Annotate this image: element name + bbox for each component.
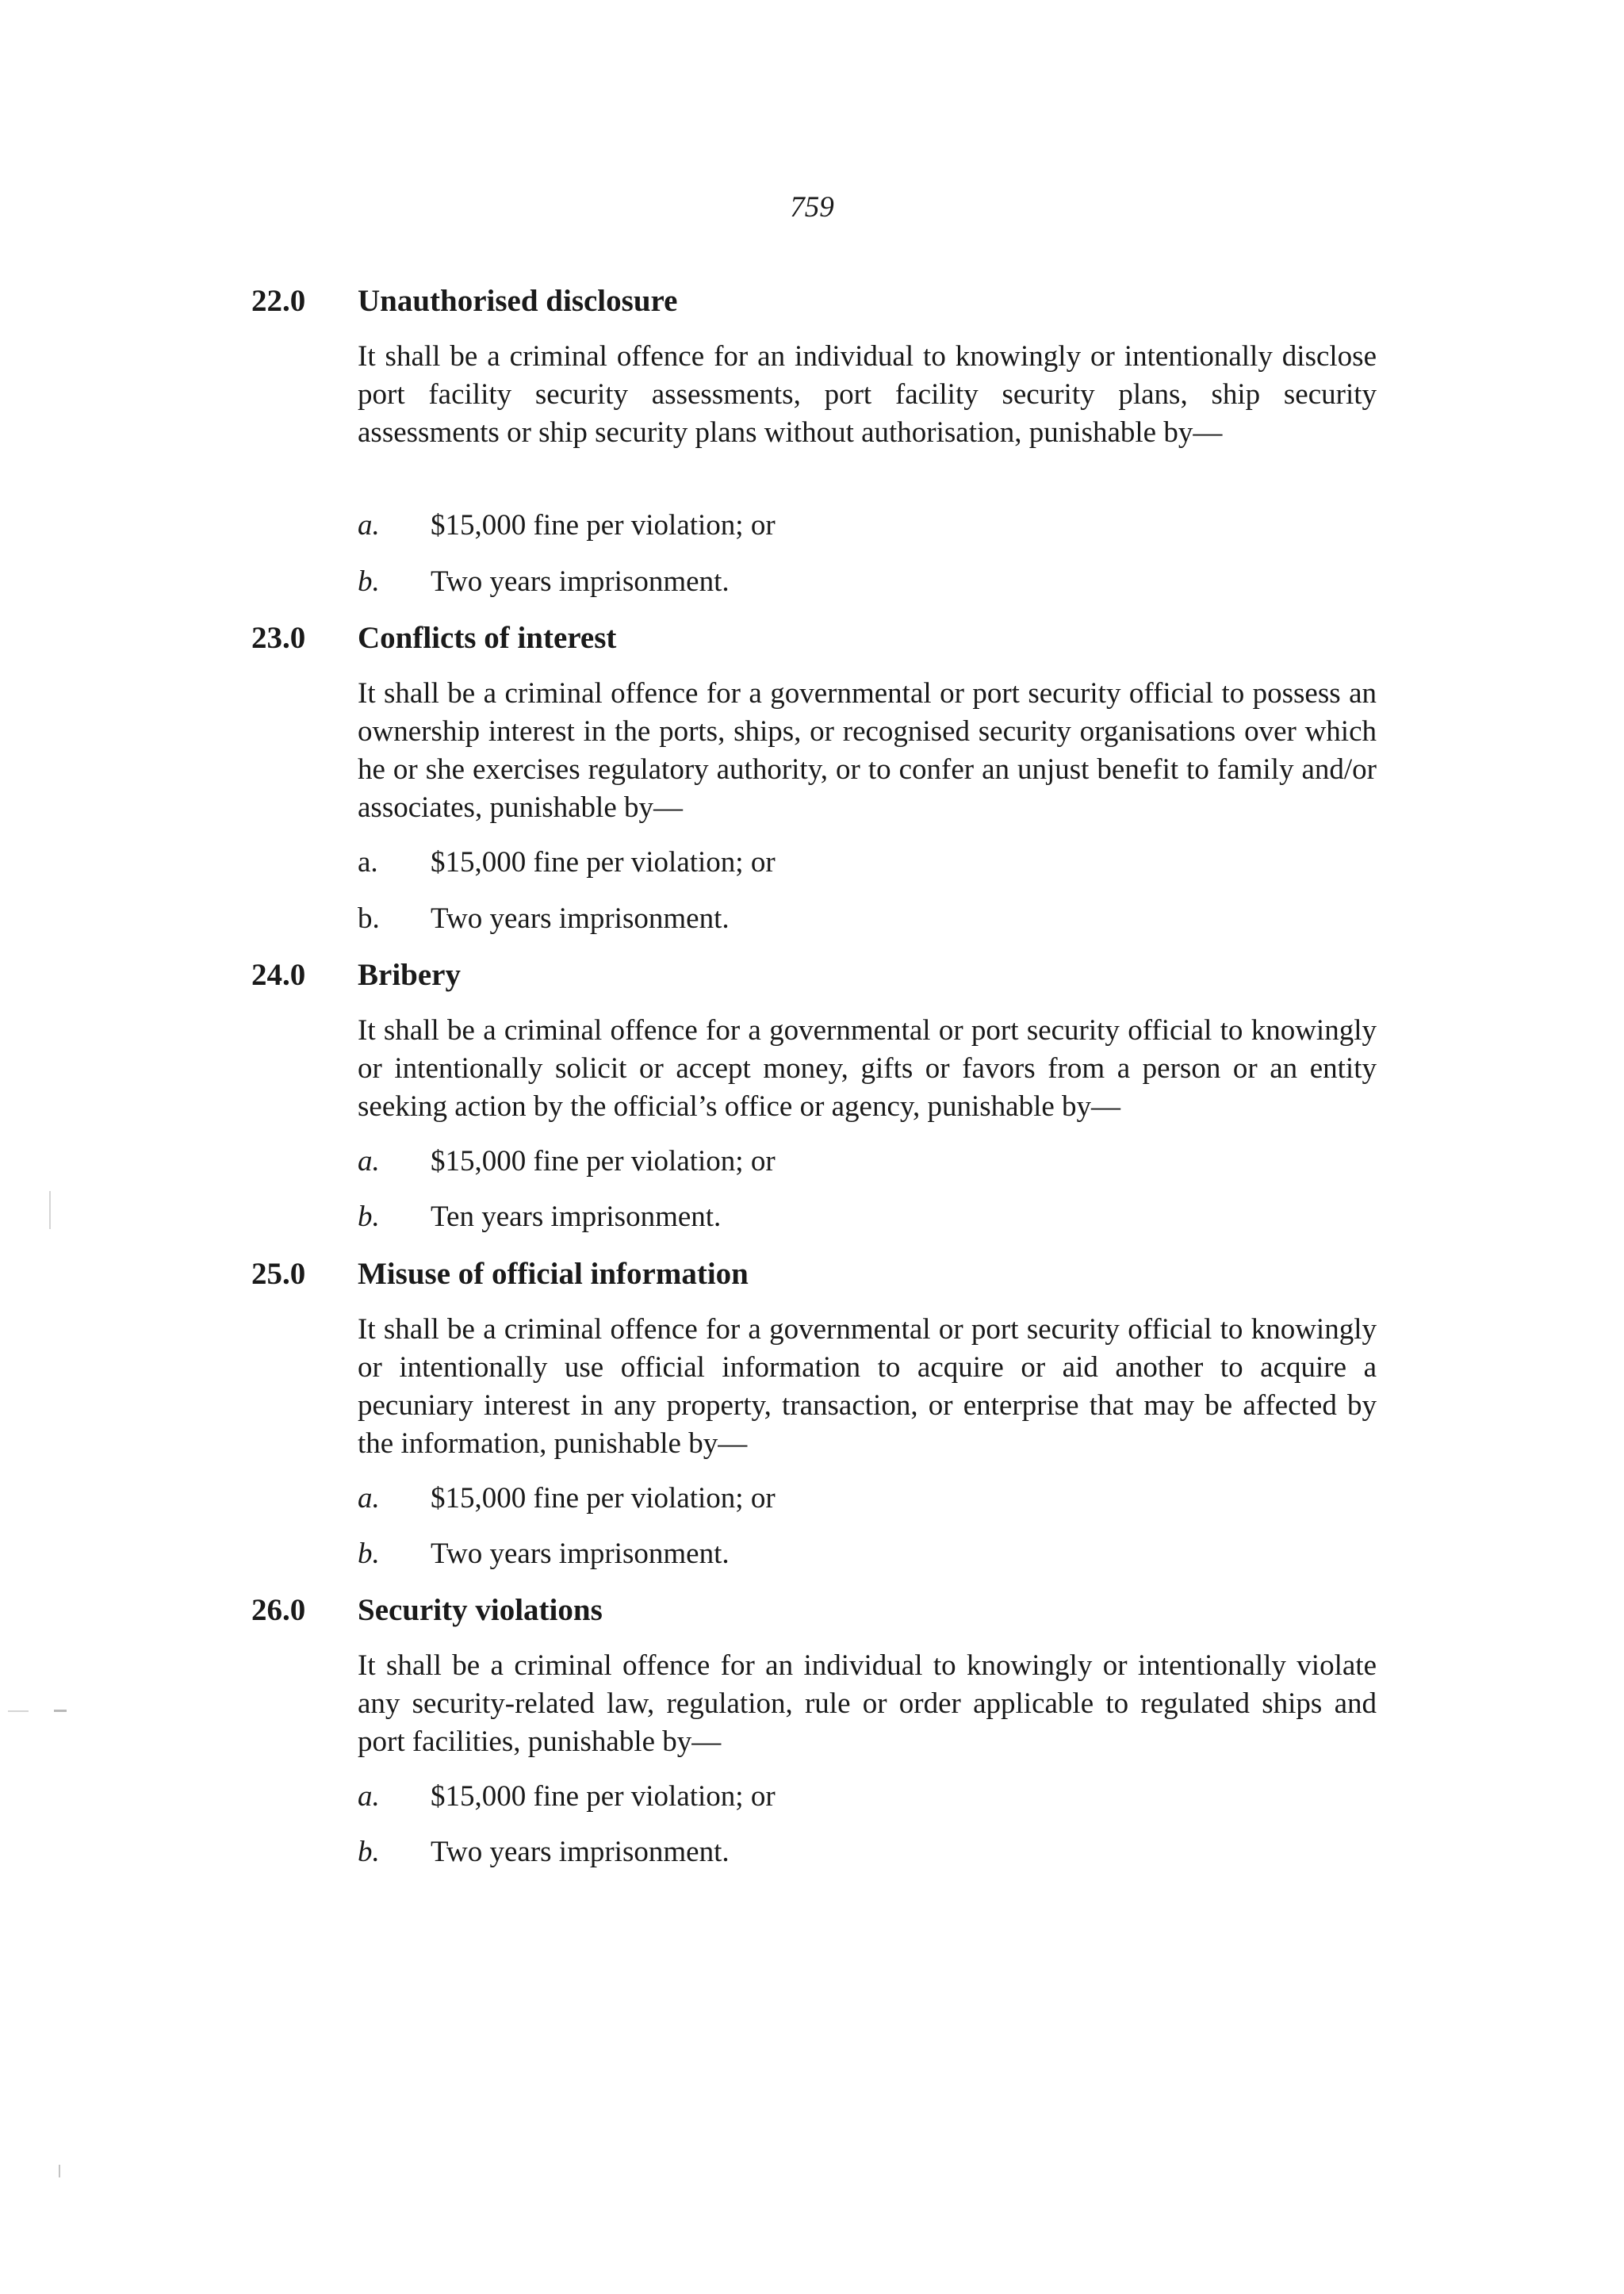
list-item (358, 1480, 776, 1518)
item-marker: b. (358, 1836, 380, 1868)
list-item (358, 844, 776, 882)
section-body: It shall be a criminal offence for an individual to knowingly or intentionally disclose port facility security assessments, port facility security plans, ship security assessments or ship security plans without authorisation, punishable by— (358, 340, 1377, 449)
scan-artifact (54, 1710, 67, 1712)
item-marker: a. (358, 1145, 380, 1178)
section-title: Conflicts of interest (358, 621, 617, 655)
section-title: Security violations (358, 1593, 603, 1627)
scan-artifact (49, 1191, 51, 1229)
scan-artifact (59, 2165, 60, 2177)
scan-artifact (8, 1710, 29, 1712)
item-text: $15,000 fine per violation; or (431, 1780, 776, 1813)
section-number: 24.0 (251, 958, 306, 992)
item-marker: a. (358, 509, 380, 542)
page-number: 759 (790, 191, 834, 224)
list-item (358, 900, 730, 938)
list-item (358, 563, 730, 601)
item-text: Two years imprisonment. (431, 902, 730, 935)
section-title: Bribery (358, 958, 461, 992)
item-text: $15,000 fine per violation; or (431, 509, 776, 542)
item-marker: b. (358, 1538, 380, 1570)
section-body: It shall be a criminal offence for a governmental or port security official to knowingly or intentionally use official information to acquire or aid another to acquire a pecuniary interest in any property, transaction, or enterprise that may be affected by the information, punishable by— (358, 1313, 1377, 1460)
item-marker: b. (358, 1201, 380, 1233)
item-text: Two years imprisonment. (431, 1538, 730, 1570)
list-item (358, 1778, 776, 1816)
list-item (358, 1535, 730, 1573)
item-text: $15,000 fine per violation; or (431, 1145, 776, 1178)
list-item (358, 507, 776, 545)
list-item (358, 1143, 776, 1181)
section-number: 25.0 (251, 1257, 306, 1291)
list-item (358, 1198, 721, 1236)
section-number: 23.0 (251, 621, 306, 655)
section-number: 26.0 (251, 1593, 306, 1627)
section-body: It shall be a criminal offence for a governmental or port security official to knowingly or intentionally solicit or accept money, gifts or favors from a person or an entity seeking action by the official’s office or agency, punishable by— (358, 1014, 1377, 1123)
list-item (358, 1833, 730, 1871)
item-marker: a. (358, 1780, 380, 1813)
item-marker: a. (358, 1482, 380, 1515)
item-text: Two years imprisonment. (431, 565, 730, 598)
section-title: Misuse of official information (358, 1257, 749, 1291)
item-text: $15,000 fine per violation; or (431, 1482, 776, 1515)
item-marker: a. (358, 846, 378, 879)
section-body: It shall be a criminal offence for a governmental or port security official to possess an ownership interest in the ports, ships, or recognised security organisations over which he or she exercises regulatory authority, or to confer an unjust benefit to family and/or associates, punishable by— (358, 677, 1377, 824)
item-text: $15,000 fine per violation; or (431, 846, 776, 879)
item-text: Two years imprisonment. (431, 1836, 730, 1868)
item-marker: b. (358, 565, 380, 598)
item-text: Ten years imprisonment. (431, 1201, 722, 1233)
section-number: 22.0 (251, 284, 306, 318)
item-marker: b. (358, 902, 380, 935)
section-body: It shall be a criminal offence for an individual to knowingly or intentionally violate any security-related law, regulation, rule or order applicable to regulated ships and port facilities, punishable by— (358, 1649, 1377, 1758)
section-title: Unauthorised disclosure (358, 284, 678, 318)
